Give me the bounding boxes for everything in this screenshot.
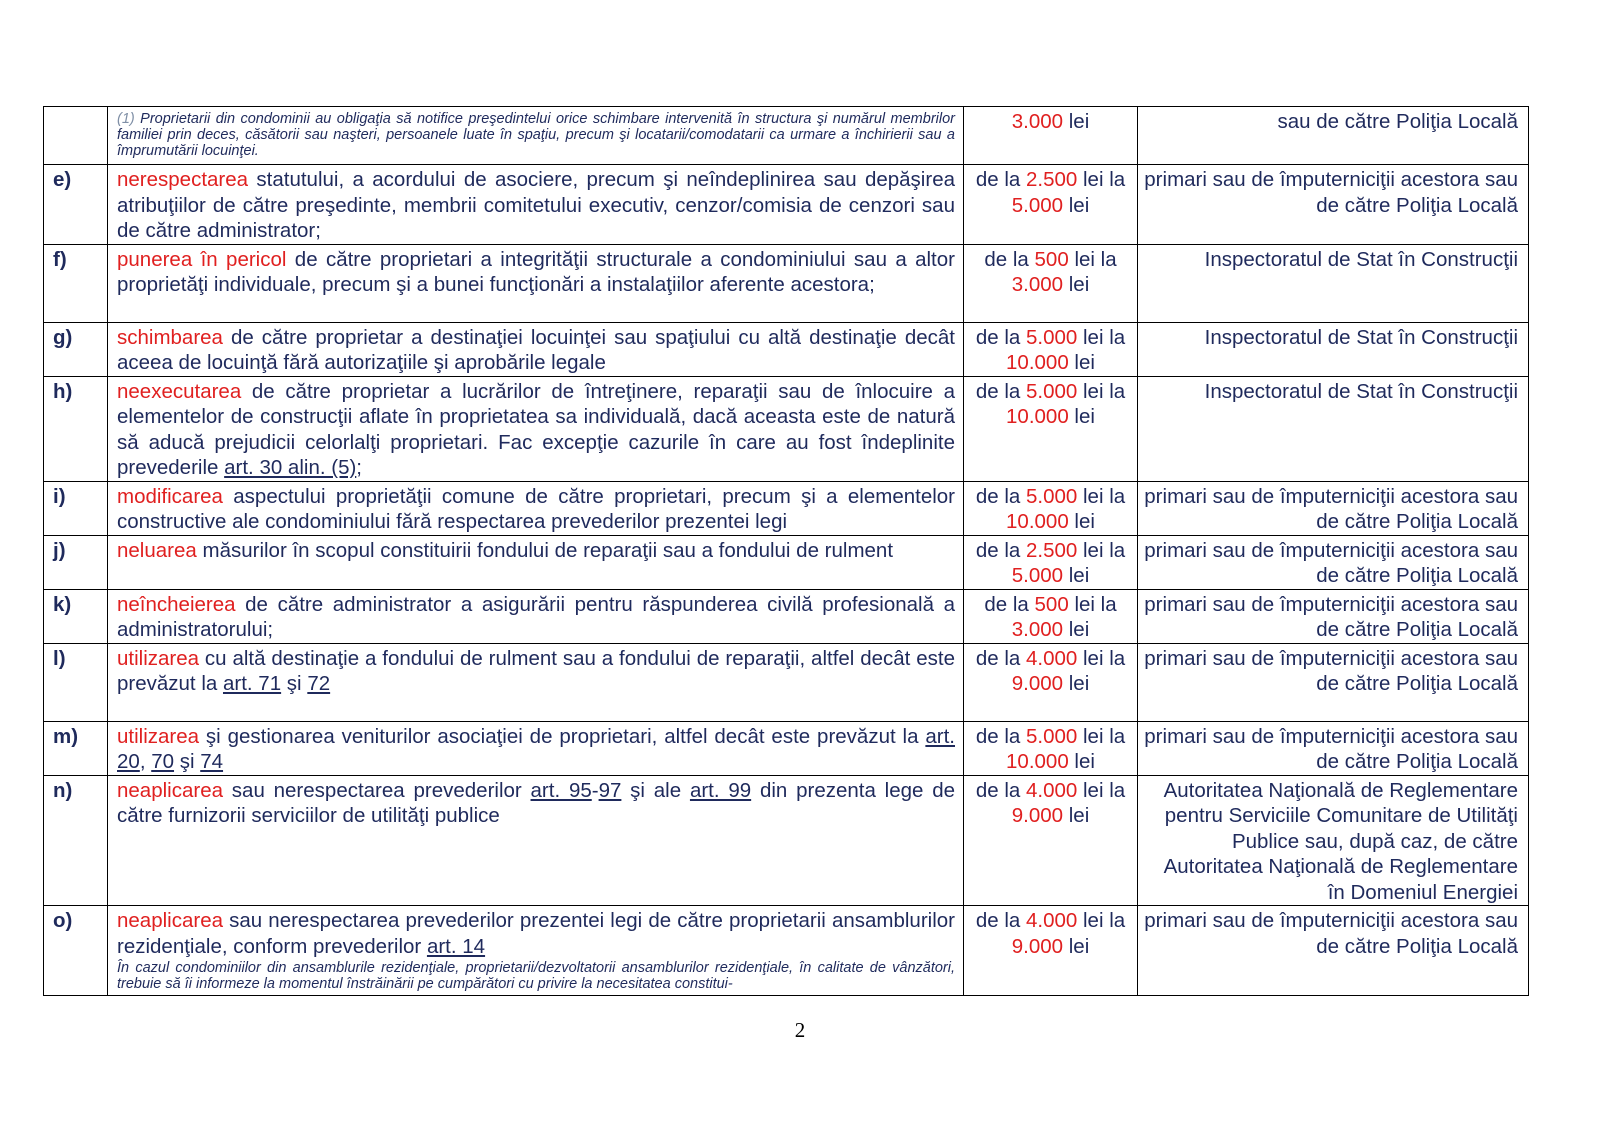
fine-from: de la (975, 168, 1026, 191)
fine-mid: lei la (1077, 724, 1126, 748)
row-keyword: neîncheierea (117, 592, 236, 616)
row-letter: k) (44, 589, 108, 643)
intro-amount-cell (964, 107, 1138, 165)
fine-mid: lei la (1068, 592, 1117, 616)
row-letter: o) (44, 906, 108, 996)
intro-note-number: (1) (117, 111, 135, 127)
intro-authority-cell (1138, 107, 1529, 165)
row-keyword: neluarea (117, 538, 197, 562)
competent-authority: primari sau de împuterniciţii acestora sau de către Poliţia Locală (1138, 481, 1529, 535)
fine-from: de la (984, 592, 1035, 616)
table-row (44, 906, 1529, 996)
fine-from: de la (975, 778, 1026, 802)
fine-amount (964, 535, 1138, 589)
table-row (44, 643, 1529, 721)
row-letter: n) (44, 775, 108, 906)
table-row (44, 775, 1529, 906)
row-keyword: punerea în pericol (117, 247, 287, 271)
page-number: 2 (794, 1018, 806, 1042)
row-description (108, 906, 964, 996)
ref-join: şi (281, 672, 308, 695)
row-description (108, 589, 964, 643)
row-keyword: utilizarea (117, 724, 200, 748)
fine-min: 4.000 (1025, 909, 1078, 932)
law-reference-link[interactable]: 74 (200, 750, 224, 773)
row-keyword: neaplicarea (117, 909, 223, 932)
row-text: de către proprietar a destinaţiei locuinţei sau spaţiului cu altă destinaţie decât aceea de locuinţă fără autorizaţiile şi aprobările legale (117, 325, 955, 374)
row-keyword: neexecutarea (117, 379, 242, 403)
competent-authority: primari sau de împuterniciţii acestora sau de către Poliţia Locală (1138, 535, 1529, 589)
row-description (108, 244, 964, 322)
fine-unit: lei (1063, 193, 1090, 217)
row-text: de către administrator a asigurării pentru răspunderea civilă profesională a administratorului; (117, 592, 955, 641)
row-letter: g) (44, 322, 108, 376)
fine-amount (964, 481, 1138, 535)
law-reference-link[interactable]: art. 99 (689, 778, 752, 802)
fine-from: de la (975, 724, 1026, 748)
law-reference-link[interactable]: art. 95 (530, 778, 592, 802)
fine-max: 10.000 (1006, 750, 1069, 773)
fine-amount (964, 322, 1138, 376)
fine-mid: lei la (1077, 484, 1126, 508)
ref-join: , (139, 750, 152, 773)
fine-max: 10.000 (1006, 405, 1069, 428)
law-reference-link[interactable]: 97 (598, 778, 622, 802)
row-description (108, 643, 964, 721)
competent-authority: Inspectoratul de Stat în Construcţii (1138, 322, 1529, 376)
fine-unit: lei (1063, 672, 1090, 695)
row-text: şi gestionarea veniturilor asociaţiei de proprietari, altfel decât este prevăzut la (199, 724, 926, 748)
fine-min: 500 (1034, 247, 1069, 271)
law-reference-link[interactable]: art. 30 alin. (5) (224, 456, 357, 479)
fine-max: 9.000 (1011, 804, 1064, 827)
row-footnote: În cazul condominiilor din ansamblurile rezidenţiale, proprietarii/dezvoltatorii ansamblurilor rezidenţiale, în calitate de vânzători, trebuie să îi informeze la momentul înstrăinării pe cumpărători cu privire la necesitatea constitui- (117, 960, 955, 992)
fine-amount (964, 775, 1138, 906)
row-keyword: nerespectarea (117, 168, 249, 191)
row-description (108, 535, 964, 589)
row-description (108, 165, 964, 245)
fine-mid: lei la (1077, 379, 1126, 403)
fine-from: de la (975, 909, 1026, 932)
fine-unit: lei (1068, 351, 1095, 374)
row-text: statutului, a acordului de asociere, precum şi neîndeplinirea sau depăşirea atribuţiilor de către preşedinte, membrii comitetului executiv, cenzor/comisia de cenzori sau de către administrator; (117, 168, 955, 242)
row-description (108, 322, 964, 376)
row-text: de către proprietar a lucrărilor de întreţinere, reparaţii sau de înlocuire a elementelor de construcţii aflate în proprietatea sa individuală, dacă aceasta este de natură să aducă prejudicii celorlalţi proprietari. Fac excepţie cazurile în care au fost îndeplinite prevederile (117, 379, 955, 479)
row-keyword: utilizarea (117, 646, 200, 670)
fine-max: 10.000 (1006, 510, 1069, 533)
fine-from: de la (975, 538, 1026, 562)
fine-amount (964, 376, 1138, 481)
row-letter: h) (44, 376, 108, 481)
row-letter: f) (44, 244, 108, 322)
fine-amount (964, 721, 1138, 775)
fine-from: de la (975, 646, 1026, 670)
row-letter: e) (44, 165, 108, 245)
row-text: măsurilor în scopul constituirii fondului de reparaţii sau a fondului de rulment (196, 538, 894, 562)
fine-unit: lei (1063, 273, 1090, 296)
row-text: sau nerespectarea prevederilor prezentei legi de către proprietarii ansamblurilor rezidenţiale, conform prevederilor (117, 909, 955, 958)
fine-min: 2.500 (1025, 538, 1078, 562)
fine-min: 500 (1034, 592, 1069, 616)
fine-max: 5.000 (1011, 193, 1064, 217)
law-reference-link[interactable]: 70 (151, 750, 175, 773)
table-row (44, 322, 1529, 376)
row-keyword: neaplicarea (117, 778, 223, 802)
fine-mid: lei la (1077, 538, 1126, 562)
fine-max: 9.000 (1011, 934, 1064, 958)
intro-amount: 3.000 (1011, 110, 1064, 133)
fine-unit: lei (1063, 804, 1090, 827)
fine-amount (964, 589, 1138, 643)
sanctions-table (43, 106, 1529, 996)
fine-unit: lei (1063, 618, 1090, 641)
table-row (44, 376, 1529, 481)
table-row (44, 589, 1529, 643)
intro-note-text: Proprietarii din condominii au obligaţia să notifice preşedintelui orice schimbare intervenită în structura şi numărul membrilor familiei prin deces, căsătorii sau naşteri, persoanele luate în spaţiu, precum şi locatarii/comodatarii ca urmare a închirierii sau a împrumutării locuinţei. (117, 111, 955, 159)
fine-min: 5.000 (1025, 484, 1078, 508)
intro-note (117, 111, 955, 159)
intro-authority: sau de către Poliţia Locală (1277, 110, 1518, 133)
law-reference-link[interactable]: art. 14 (426, 934, 486, 958)
fine-amount (964, 643, 1138, 721)
row-text-after: din prezenta lege de către furnizorii serviciilor de utilităţi publice (117, 778, 956, 827)
table-row (44, 481, 1529, 535)
ref-join: şi ale (621, 778, 690, 802)
competent-authority: primari sau de împuterniciţii acestora sau de către Poliţia Locală (1138, 721, 1529, 775)
row-text: cu altă destinaţie a fondului de rulment sau a fondului de reparaţii, altfel decât este prevăzut la (117, 646, 955, 695)
row-keyword: modificarea (117, 484, 223, 508)
row-text-after: ; (356, 456, 362, 479)
row-letter: i) (44, 481, 108, 535)
table-row (44, 165, 1529, 245)
fine-unit: lei (1068, 510, 1095, 533)
fine-min: 5.000 (1025, 724, 1078, 748)
fine-max: 9.000 (1011, 672, 1064, 695)
competent-authority: primari sau de împuterniciţii acestora sau de către Poliţia Locală (1138, 643, 1529, 721)
intro-note-cell (108, 107, 964, 165)
fine-max: 3.000 (1011, 618, 1064, 641)
row-description (108, 721, 964, 775)
fine-from: de la (975, 379, 1026, 403)
fine-unit: lei (1068, 405, 1095, 428)
fine-mid: lei la (1077, 646, 1126, 670)
fine-unit: lei (1063, 564, 1090, 587)
intro-row (44, 107, 1529, 165)
fine-mid: lei la (1077, 325, 1126, 349)
fine-min: 5.000 (1025, 379, 1078, 403)
row-letter: m) (44, 721, 108, 775)
row-text: aspectului proprietăţii comune de către proprietari, precum şi a elementelor constructive ale condominiului fără respectarea prevederilor prezentei legi (117, 484, 955, 533)
fine-mid: lei la (1077, 168, 1126, 191)
fine-max: 3.000 (1011, 273, 1064, 296)
table-row (44, 535, 1529, 589)
fine-from: de la (984, 247, 1035, 271)
competent-authority: primari sau de împuterniciţii acestora sau de către Poliţia Locală (1138, 906, 1529, 996)
fine-mid: lei la (1077, 909, 1126, 932)
fine-min: 2.500 (1025, 168, 1078, 191)
row-description (108, 775, 964, 906)
fine-amount (964, 906, 1138, 996)
intro-amount-unit: lei (1063, 110, 1090, 133)
law-reference-link[interactable]: art. 71 (222, 672, 282, 695)
row-description (108, 376, 964, 481)
fine-min: 4.000 (1025, 778, 1078, 802)
row-keyword: schimbarea (117, 325, 223, 349)
fine-max: 5.000 (1011, 564, 1064, 587)
fine-mid: lei la (1077, 778, 1126, 802)
competent-authority: Inspectoratul de Stat în Construcţii (1138, 244, 1529, 322)
fine-min: 5.000 (1025, 325, 1078, 349)
fine-unit: lei (1063, 934, 1090, 958)
intro-letter-cell (44, 107, 108, 165)
competent-authority: primari sau de împuterniciţii acestora sau de către Poliţia Locală (1138, 165, 1529, 245)
row-letter: l) (44, 643, 108, 721)
fine-amount (964, 165, 1138, 245)
table-row (44, 244, 1529, 322)
fine-max: 10.000 (1006, 351, 1069, 374)
fine-from: de la (975, 325, 1026, 349)
fine-mid: lei la (1068, 247, 1117, 271)
row-text: sau nerespectarea prevederilor (223, 778, 531, 802)
law-reference-link[interactable]: art. 20 (117, 724, 955, 773)
competent-authority: Inspectoratul de Stat în Construcţii (1138, 376, 1529, 481)
ref-join: şi (174, 750, 201, 773)
row-text: de către proprietari a integrităţii structurale a condominiului sau a altor proprietăţi individuale, precum şi a bunei funcţionări a instalaţiilor aferente acestora; (117, 247, 955, 296)
fine-min: 4.000 (1025, 646, 1078, 670)
fine-from: de la (975, 484, 1026, 508)
table-row (44, 721, 1529, 775)
competent-authority: primari sau de împuterniciţii acestora sau de către Poliţia Locală (1138, 589, 1529, 643)
law-reference-link[interactable]: 72 (307, 672, 331, 695)
row-description (108, 481, 964, 535)
row-letter: j) (44, 535, 108, 589)
competent-authority: Autoritatea Naţională de Reglementare pentru Serviciile Comunitare de Utilităţi Publice sau, după caz, de către Autoritatea Naţională de Reglementare în Domeniul Energiei (1138, 775, 1529, 906)
ref-join: - (591, 778, 599, 802)
fine-amount (964, 244, 1138, 322)
fine-unit: lei (1068, 750, 1095, 773)
